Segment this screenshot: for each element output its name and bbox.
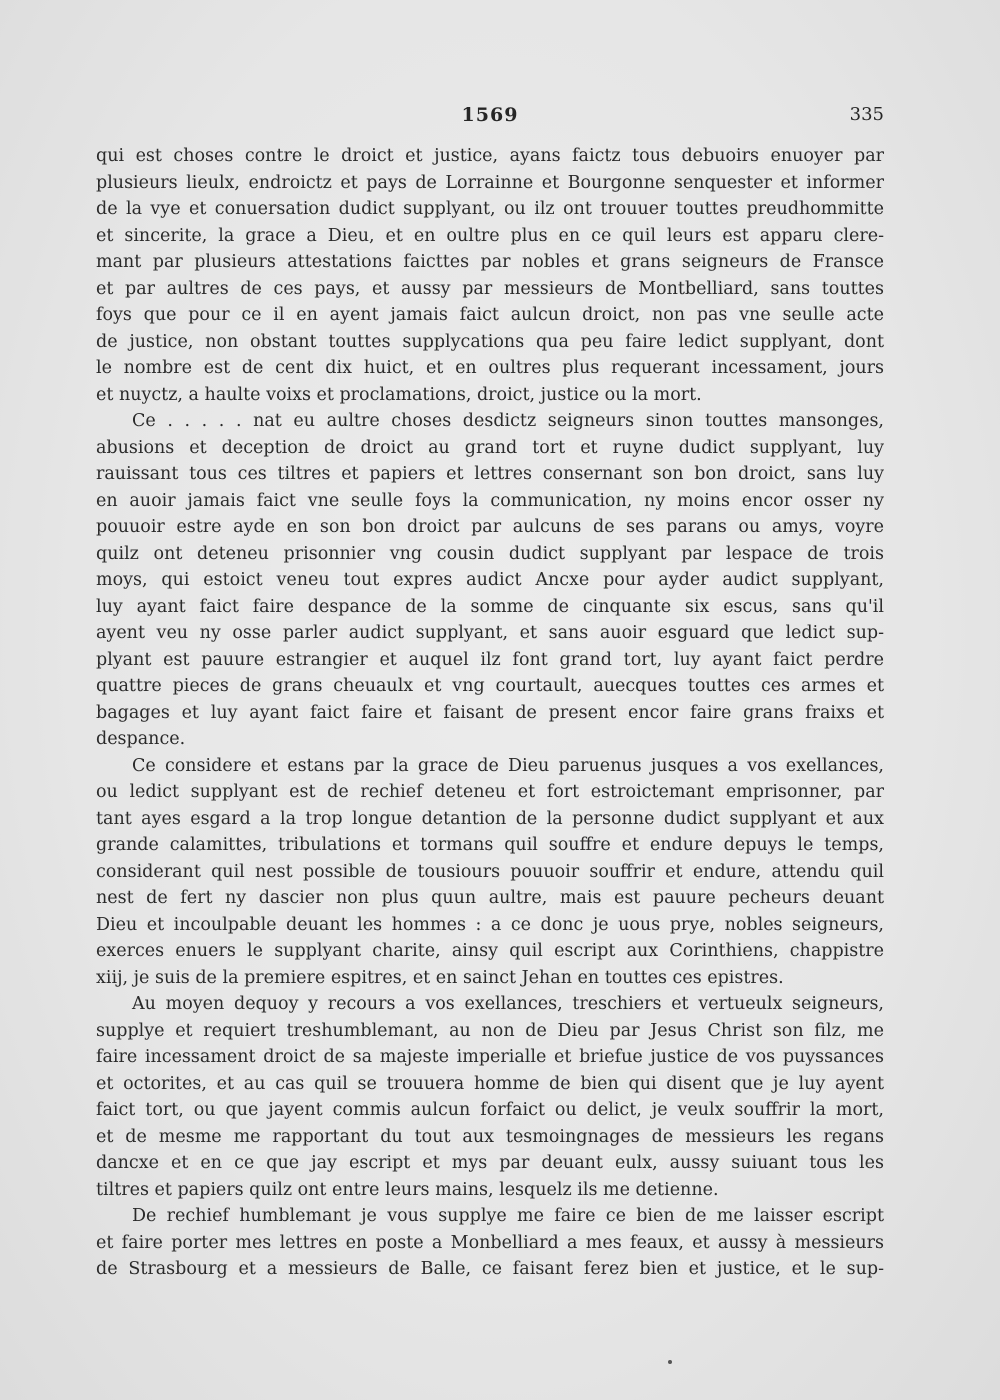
text-line: faict tort, ou que jayent commis aulcun forfaict ou delict, je veulx souffrir la mort, xyxy=(96,1100,884,1120)
printer-mark xyxy=(668,1360,672,1364)
text-line: et nuyctz, a haulte voixs et proclamations, droict, justice ou la mort. xyxy=(96,384,702,405)
text-line: xiij, je suis de la premiere espitres, et en sainct Jehan en touttes ces epistres. xyxy=(96,967,784,988)
text-line: plusieurs lieulx, endroictz et pays de Lorrainne et Bourgonne senquester et informer xyxy=(96,172,884,193)
text-line: grande calamittes, tribulations et tormans quil souffre et endure depuys le temps, xyxy=(96,835,884,855)
text-line: et octorites, et au cas quil se trouuera homme de bien qui disent que je luy ayent xyxy=(96,1073,884,1094)
page-number: 335 xyxy=(849,104,884,125)
running-header xyxy=(96,104,884,130)
text-line: et faire porter mes lettres en poste a Monbelliard a mes feaux, et aussy à messieurs xyxy=(96,1232,884,1253)
text-line: despance. xyxy=(96,729,186,749)
text-line: foys que pour ce il en ayent jamais faict aulcun droict, non pas vne seulle acte xyxy=(96,305,884,325)
text-line: De rechief humblemant je vous supplye me faire ce bien de me laisser escript xyxy=(132,1206,884,1226)
text-line: abusions et deception de droict au grand tort et ruyne dudict supplyant, luy xyxy=(96,437,884,458)
text-line: ou ledict supplyant est de rechief deteneu et fort estroictemant emprisonner, par xyxy=(96,782,884,802)
text-line: et de mesme me rapportant du tout aux tesmoingnages de messieurs les regans xyxy=(96,1126,884,1147)
text-line: Au moyen dequoy y recours a vos exellances, treschiers et vertueulx seigneurs, xyxy=(132,994,884,1014)
text-line: Ce . . . . . nat eu aultre choses desdictz seigneurs sinon touttes mansonges, xyxy=(132,411,884,431)
text-line: plyant est pauure estrangier et auquel ilz font grand tort, luy ayant faict perdre xyxy=(96,649,884,670)
text-line: le nombre est de cent dix huict, et en oultres plus requerant incessament, jours xyxy=(96,358,884,378)
text-line: Ce considere et estans par la grace de Dieu paruenus jusques a vos exellances, xyxy=(132,755,884,776)
text-line: mant par plusieurs attestations faicttes par nobles et grans seigneurs de Fransce xyxy=(96,252,884,272)
text-line: de la vye et conuersation dudict supplyant, ou ilz ont trouuer touttes preudhommitte xyxy=(96,199,884,219)
text-line: supplye et requiert treshumblemant, au non de Dieu par Jesus Christ son filz, me xyxy=(96,1020,884,1041)
text-line: tant ayes esgard a la trop longue detantion de la personne dudict supplyant et aux xyxy=(96,808,884,829)
text-line: de Strasbourg et a messieurs de Balle, ce faisant ferez bien et justice, et le sup- xyxy=(96,1259,884,1279)
text-line: bagages et luy ayant faict faire et faisant de present encor faire grans fraixs et xyxy=(96,702,884,723)
text-line: rauissant tous ces tiltres et papiers et lettres consernant son bon droict, sans luy xyxy=(96,464,884,484)
text-line: et sincerite, la grace a Dieu, et en oultre plus en ce quil leurs est apparu clere- xyxy=(96,225,884,246)
header-year: 1569 xyxy=(461,104,519,126)
text-line: moys, qui estoict veneu tout expres audict Ancxe pour ayder audict supplyant, xyxy=(96,570,884,590)
text-line: ayent veu ny osse parler audict supplyant, et sans auoir esguard que ledict sup- xyxy=(96,623,884,643)
text-line: considerant quil nest possible de tousiours pouuoir souffrir et endure, attendu quil xyxy=(96,861,884,882)
text-line: faire incessament droict de sa majeste imperialle et briefue justice de vos puyssances xyxy=(96,1047,884,1067)
text-line: de justice, non obstant touttes supplycations qua peu faire ledict supplyant, dont xyxy=(96,331,884,352)
text-line: Dieu et incoulpable deuant les hommes : a ce donc je uous prye, nobles seigneurs, xyxy=(96,914,884,935)
text-line: exerces enuers le supplyant charite, ainsy quil escript aux Corinthiens, chappistre xyxy=(96,941,884,961)
text-line: tiltres et papiers quilz ont entre leurs mains, lesquelz ils me detienne. xyxy=(96,1179,719,1200)
body-text xyxy=(96,143,884,1283)
text-line: quattre pieces de grans cheuaulx et vng courtault, auecques touttes ces armes et xyxy=(96,676,884,696)
text-line: nest de fert ny dascier non plus quun aultre, mais est pauure pecheurs deuant xyxy=(96,888,884,908)
text-line: luy ayant faict faire despance de la somme de cinquante six escus, sans qu'il xyxy=(96,596,884,617)
text-line: dancxe et en ce que jay escript et mys par deuant eulx, aussy suiuant tous les xyxy=(96,1153,884,1173)
text-line: qui est choses contre le droict et justice, ayans faictz tous debuoirs enuoyer par xyxy=(96,146,884,166)
text-line: quilz ont deteneu prisonnier vng cousin dudict supplyant par lespace de trois xyxy=(96,543,884,564)
text-line: pouuoir estre ayde en son bon droict par aulcuns de ses parans ou amys, voyre xyxy=(96,517,884,537)
text-line: en auoir jamais faict vne seulle foys la communication, ny moins encor osser ny xyxy=(96,490,884,511)
text-line: et par aultres de ces pays, et aussy par messieurs de Montbelliard, sans touttes xyxy=(96,278,884,299)
